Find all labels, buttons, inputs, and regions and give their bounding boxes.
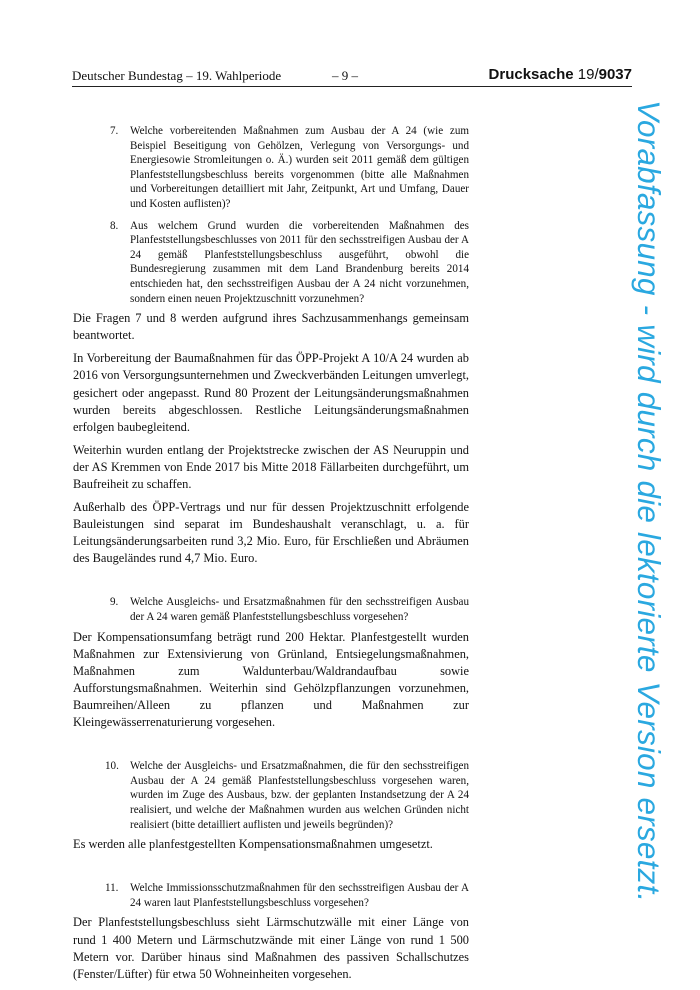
question-8 — [73, 219, 469, 307]
answer-paragraph: Der Planfeststellungsbeschluss sieht Lärmschutzwälle mit einer Länge von rund 1 400 Metern und Lärmschutzwände mit einer Länge von rund 1 500 Metern vor. Darüber hinaus sind Maßnahmen des passiven Schallschutzes (Fenster/Lüfter) für etwa 50 Wohneinheiten vorgesehen. — [73, 915, 469, 981]
page-number: – 9 – — [332, 68, 358, 83]
question-9 — [73, 595, 469, 624]
question-number: 10. — [105, 760, 119, 773]
question-number: 8. — [110, 219, 119, 232]
question-text: Welche Ausgleichs- und Ersatzmaßnahmen für den sechsstreifigen Ausbau der A 24 waren gemäß Planfeststellungsbeschluss vorgesehen? — [130, 596, 469, 624]
doc-number: 9037 — [598, 66, 632, 83]
answer-paragraph: In Vorbereitung der Baumaßnahmen für das ÖPP-Projekt A 10/A 24 wurden ab 2016 von Versorgungsunternehmen und Zweckverbänden Leitungen umverlegt, gesichert oder angepasst. Rund 80 Prozent der Leitungsänderungsmaßnahmen wurden bereits abgeschlossen. Restliche Leitungsänderungsmaßnahmen erfolgen baubegleitend. — [73, 351, 469, 434]
question-7 — [73, 124, 469, 212]
answer-paragraph: Weiterhin wurden entlang der Projektstrecke zwischen der AS Neuruppin und der AS Kremmen von Ende 2017 bis Mitte 2018 Fällarbeiten durchgeführt, um Baufreiheit zu schaffen. — [73, 442, 469, 491]
page-header — [72, 68, 632, 86]
question-text: Welche vorbereitenden Maßnahmen zum Ausbau der A 24 (wie zum Beispiel Beseitigung von Gehölzen, Verlegung von Versorgungs- und Energiesowie Stromleitungen o. Ä.) wurden seit 2011 gemäß dem gültigen Planfeststellungsbeschluss bereits vorgenommen (bitte alle Maßnahmen und Vorbereitungen detailliert mit Jahr, Zeitpunkt, Art und Umfang, Dauer und Kosten auflisten)? — [130, 125, 469, 210]
document-body — [73, 124, 469, 989]
document-number — [489, 66, 632, 83]
header-parliament: Deutscher Bundestag – 19. Wahlperiode — [72, 68, 282, 83]
question-number: 11. — [105, 882, 119, 895]
question-text: Welche Immissionsschutzmaßnahmen für den sechsstreifigen Ausbau der A 24 waren laut Planfeststellungsbeschluss vorgesehen? — [130, 882, 469, 909]
answer-paragraph: Der Kompensationsumfang beträgt rund 200 Hektar. Planfestgestellt wurden Maßnahmen zur Extensivierung von Grünland, Entsiegelungsmaßnahmen, Maßnahmen zum Waldunterbau/Waldrandaufbau sowie Aufforstungsmaßnahmen. Weiterhin sind Gehölzpflanzungen vorzunehmen, Baumreihen/Alleen zu pflanzen und Maßnahmen zur Kleingewässerrenaturierung vorgesehen. — [73, 629, 469, 730]
question-number: 7. — [110, 125, 119, 137]
question-11 — [73, 881, 469, 910]
answer-paragraph: Es werden alle planfestgestellten Kompensationsmaßnahmen umgesetzt. — [73, 837, 433, 852]
question-10 — [73, 759, 469, 832]
answer-paragraph: Die Fragen 7 und 8 werden aufgrund ihres Sachzusammenhangs gemeinsam beantwortet. — [73, 311, 469, 343]
answer-paragraph: Außerhalb des ÖPP-Vertrags und nur für dessen Projektzuschnitt erfolgende Bauleistungen sind separat im Bundeshaushalt veranschlagt, u. a. für Leitungsänderungsarbeiten rund 3,2 Mio. Euro, für Erschließen und Abräumen des Baugeländes rund 4,7 Mio. Euro. — [73, 500, 469, 566]
watermark-text: Vorabfassung - wird durch die lektorierte Version ersetzt. — [631, 100, 667, 903]
question-text: Aus welchem Grund wurden die vorbereitenden Maßnahmen des Planfeststellungsbeschlusses von 2011 für den sechsstreifigen Ausbau der A 24 gemäß Planfeststellungsbeschluss ausgeführt, obwohl die Bundesregierung zusammen mit dem Land Brandenburg bereits 2014 entschieden hat, den sechsstreifigen Ausbau der A 24 nicht vorzunehmen, sondern einen neuen Projektzuschnitt vorzunehmen? — [130, 219, 469, 305]
question-text: Welche der Ausgleichs- und Ersatzmaßnahmen, die für den sechsstreifigen Ausbau der A 24 gemäß Planfeststellungsbeschluss vorgesehen waren, wurden im Zuge des Ausbaus, bzw. der geplanten Instandsetzung der A 24 realisiert, und welche der Maßnahmen wurden aus welchen Gründen nicht realisiert (bitte detailliert auflisten und jeweils begründen)? — [130, 760, 469, 831]
question-number: 9. — [110, 596, 119, 609]
doc-number-prefix: 19/ — [577, 66, 599, 83]
header-rule — [72, 86, 632, 87]
doc-label: Drucksache — [488, 66, 574, 83]
draft-watermark — [622, 100, 676, 903]
